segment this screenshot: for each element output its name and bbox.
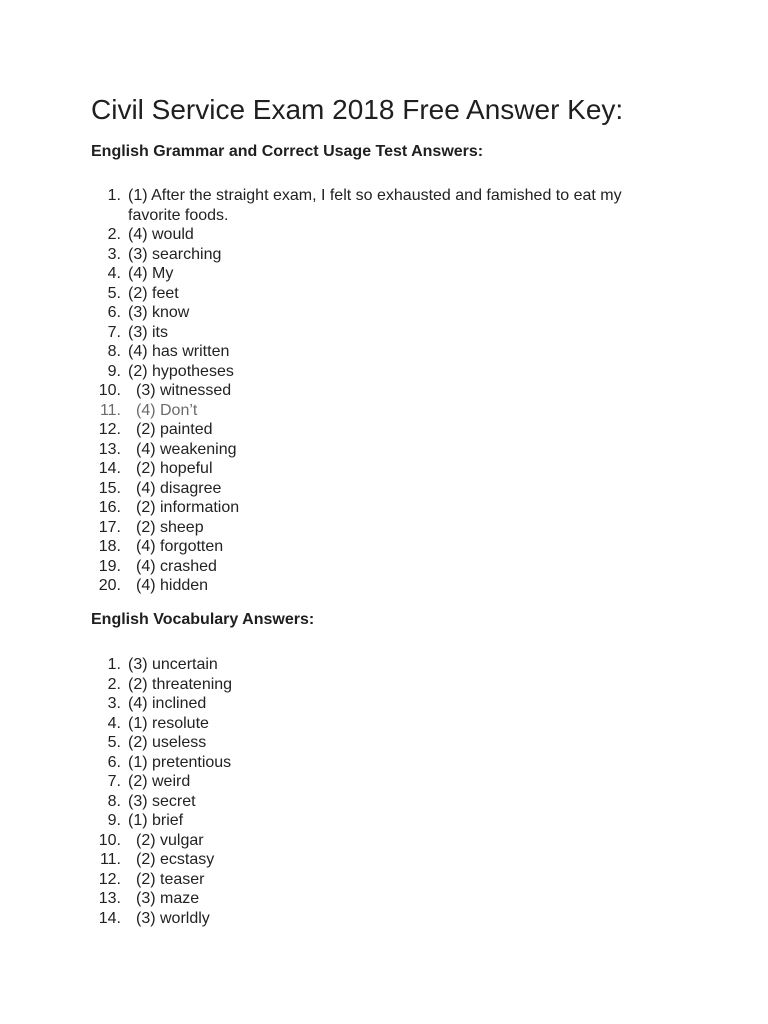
answer-text: (4) My [128,265,174,282]
answer-text: (1) pretentious [128,753,232,771]
answer-text: (2) information [136,499,240,516]
list-item [0,753,768,773]
answer-text: (2) ecstasy [136,851,215,868]
item-number: 20. [98,577,121,594]
item-number: 19. [98,557,121,575]
list-item [0,792,768,812]
answer-text: (2) hopeful [136,460,213,477]
item-number: 10. [98,382,121,399]
list-item [0,381,768,401]
list-item [0,655,768,675]
item-number: 3. [107,695,121,712]
list-item [0,870,768,890]
answer-text: (2) feet [128,284,179,302]
answer-text: (3) its [128,323,168,341]
list-item [0,264,768,284]
item-number: 17. [98,518,121,536]
item-number: 1. [107,187,121,204]
list-item [0,284,768,304]
answer-text: (3) uncertain [128,656,218,673]
answer-text: (1) After the straight exam, I felt so exhausted and famished to eat my favorite foods. [128,187,622,224]
answer-text: (2) teaser [136,870,205,888]
answer-text: (4) Don’t [136,401,198,419]
section-heading-vocabulary: English Vocabulary Answers: [91,611,315,628]
item-number: 6. [107,304,121,321]
list-item [0,714,768,734]
answer-text: (4) hidden [136,577,209,594]
item-number: 4. [107,714,121,732]
list-item [0,225,768,245]
list-item [0,342,768,362]
list-item [0,245,768,265]
list-item [0,186,768,225]
answer-text: (4) forgotten [136,538,224,555]
item-number: 9. [107,362,121,380]
answer-text: (4) has written [128,343,230,360]
item-number: 7. [107,773,121,790]
answer-text: (2) painted [136,421,213,438]
item-number: 16. [98,499,121,516]
answer-text: (2) sheep [136,518,204,536]
list-item [0,889,768,909]
answer-text: (2) weird [128,773,191,790]
item-number: 2. [107,675,121,693]
list-item [0,831,768,851]
answer-text: (3) maze [136,890,200,907]
answer-text: (3) worldly [136,909,210,927]
item-number: 8. [107,792,121,810]
answer-text: (4) disagree [136,479,222,497]
list-item [0,850,768,870]
list-item [0,498,768,518]
list-item [0,675,768,695]
answer-text: (4) crashed [136,557,217,575]
answer-text: (1) brief [128,812,184,829]
answer-text: (4) would [128,226,194,243]
item-number: 2. [107,226,121,243]
list-item [0,694,768,714]
answer-text: (2) useless [128,734,207,751]
list-item [0,420,768,440]
list-item [0,537,768,557]
list-item [0,811,768,831]
item-number: 13. [98,440,121,458]
list-item [0,401,768,421]
item-number: 7. [107,323,121,341]
answer-text: (3) secret [128,792,196,810]
item-number: 3. [107,245,121,263]
answer-text: (4) weakening [136,440,237,458]
item-number: 11. [99,851,121,868]
item-number: 6. [107,753,121,771]
answer-text: (4) inclined [128,695,207,712]
item-number: 15. [98,479,121,497]
item-number: 11. [99,401,121,419]
list-item [0,362,768,382]
list-item [0,479,768,499]
answer-text: (2) hypotheses [128,362,234,380]
list-item [0,557,768,577]
answer-text: (3) searching [128,245,222,263]
answer-text: (2) threatening [128,675,233,693]
list-item [0,440,768,460]
list-item [0,303,768,323]
list-item [0,772,768,792]
item-number: 12. [98,421,121,438]
item-number: 18. [98,538,121,555]
list-item [0,909,768,929]
answer-text: (3) witnessed [136,382,232,399]
page-title: Civil Service Exam 2018 Free Answer Key: [91,94,624,125]
list-item [0,576,768,596]
item-number: 9. [107,812,121,829]
item-number: 1. [107,656,121,673]
item-number: 14. [98,460,121,477]
list-item [0,733,768,753]
vocabulary-answer-list [0,655,768,928]
answer-text: (1) resolute [128,714,209,732]
item-number: 14. [98,909,121,927]
list-item [0,459,768,479]
item-number: 8. [107,343,121,360]
grammar-answer-list [0,186,768,596]
item-number: 12. [98,870,121,888]
item-number: 13. [98,890,121,907]
item-number: 5. [107,734,121,751]
list-item [0,518,768,538]
list-item [0,323,768,343]
answer-text: (3) know [128,304,190,321]
item-number: 4. [107,265,121,282]
answer-text: (2) vulgar [136,831,204,849]
item-number: 10. [98,831,121,849]
item-number: 5. [107,284,121,302]
section-heading-grammar: English Grammar and Correct Usage Test Answers: [91,143,484,160]
